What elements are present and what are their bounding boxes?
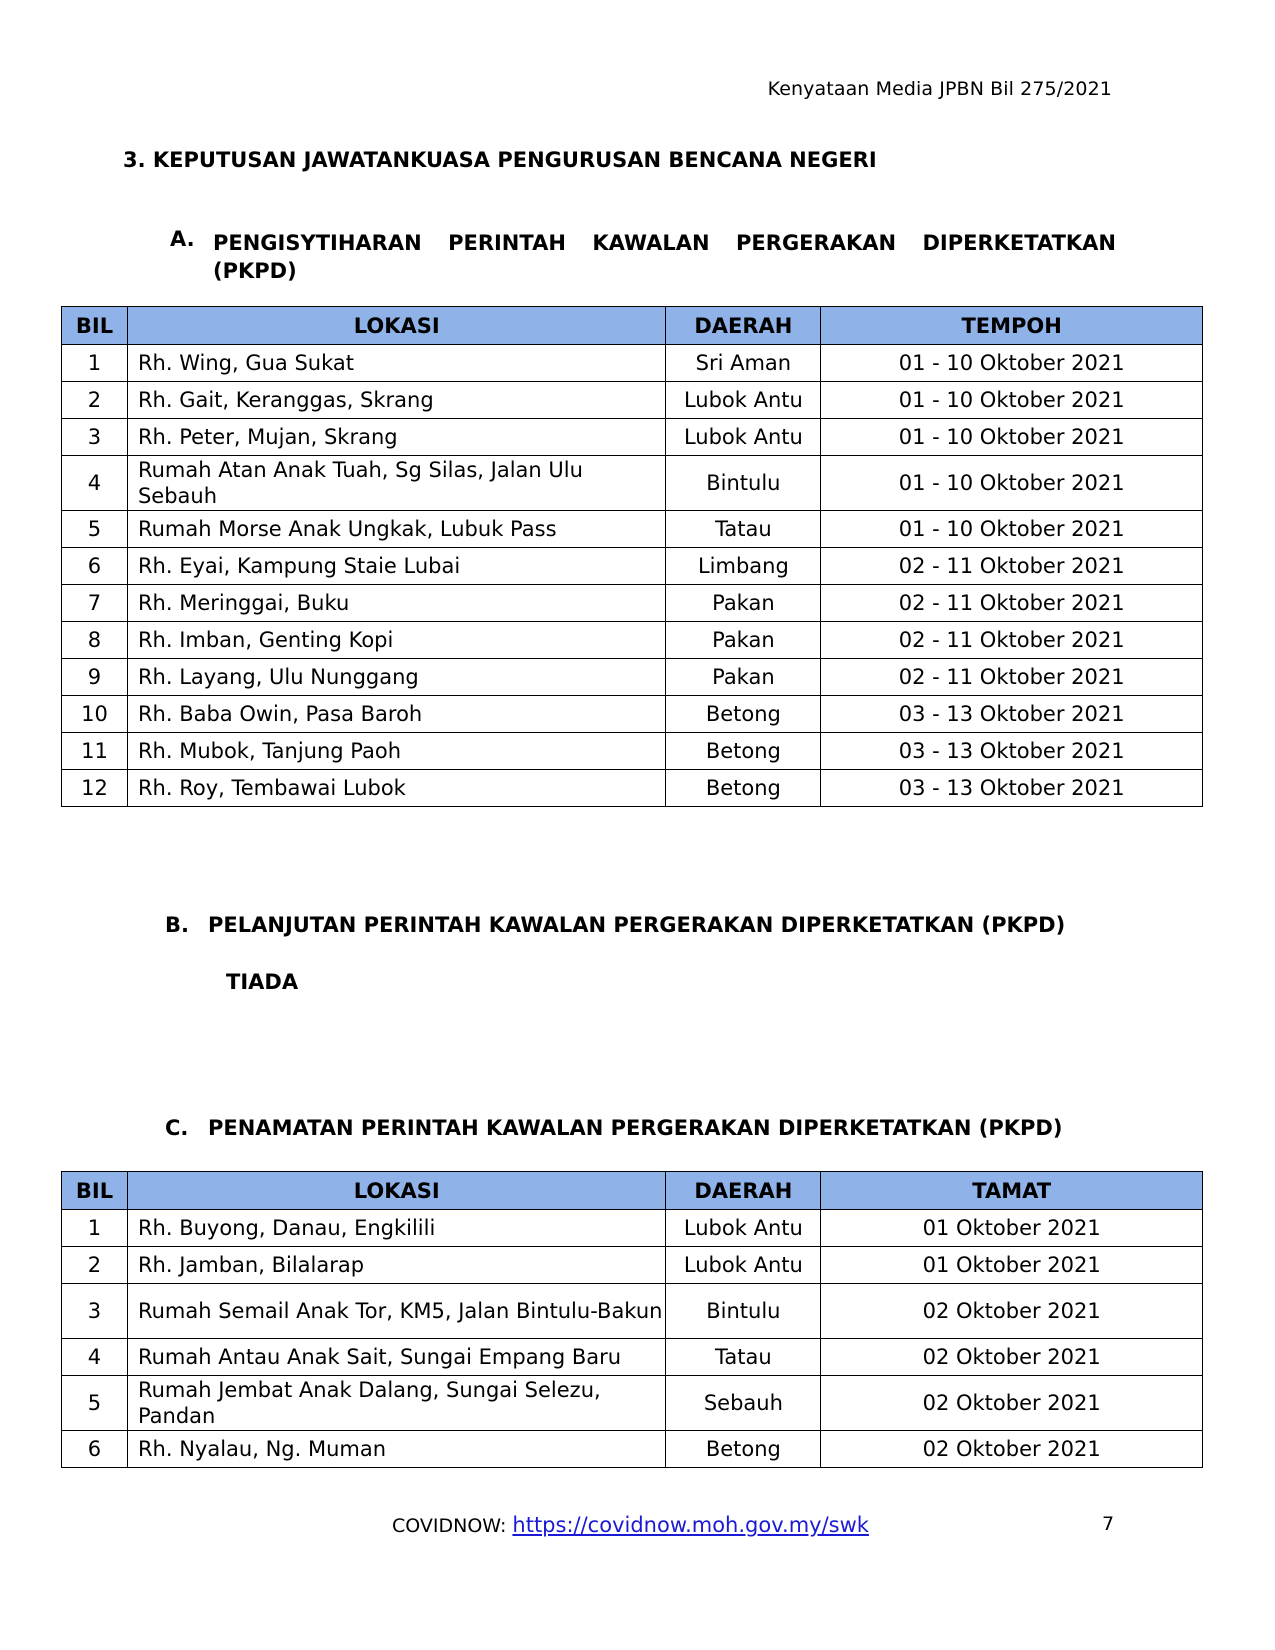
table-row <box>62 1431 1203 1468</box>
table-row <box>62 659 1203 696</box>
covidnow-link[interactable]: https://covidnow.moh.gov.my/swk <box>512 1513 869 1537</box>
table-row <box>62 456 1203 511</box>
subsection-a-letter: A. <box>170 227 195 251</box>
table-row <box>62 1247 1203 1284</box>
date-cell: 03 - 13 Oktober 2021 <box>821 733 1203 770</box>
table-row <box>62 585 1203 622</box>
daerah-cell: Lubok Antu <box>666 1247 821 1284</box>
bil-cell: 5 <box>62 511 128 548</box>
footer-label: COVIDNOW: <box>392 1515 513 1537</box>
table-row <box>62 382 1203 419</box>
daerah-cell: Lubok Antu <box>666 382 821 419</box>
lokasi-cell: Rh. Baba Owin, Pasa Baroh <box>127 696 665 733</box>
table-row <box>62 733 1203 770</box>
date-cell: 01 - 10 Oktober 2021 <box>821 382 1203 419</box>
bil-cell: 9 <box>62 659 128 696</box>
date-cell: 02 Oktober 2021 <box>821 1431 1203 1468</box>
table-row <box>62 1376 1203 1431</box>
subsection-c-title: PENAMATAN PERINTAH KAWALAN PERGERAKAN DIPERKETATKAN (PKPD) <box>208 1116 1063 1140</box>
date-cell: 02 - 11 Oktober 2021 <box>821 622 1203 659</box>
column-header-daerah: DAERAH <box>666 307 821 345</box>
date-cell: 02 - 11 Oktober 2021 <box>821 585 1203 622</box>
date-cell: 02 Oktober 2021 <box>821 1284 1203 1339</box>
lokasi-cell: Rh. Gait, Keranggas, Skrang <box>127 382 665 419</box>
bil-cell: 3 <box>62 419 128 456</box>
daerah-cell: Sebauh <box>666 1376 821 1431</box>
bil-cell: 10 <box>62 696 128 733</box>
table-row <box>62 345 1203 382</box>
daerah-cell: Betong <box>666 770 821 807</box>
subsection-c-letter: C. <box>165 1116 189 1140</box>
subsection-a-heading <box>170 227 1115 287</box>
date-cell: 02 - 11 Oktober 2021 <box>821 548 1203 585</box>
subsection-b-heading <box>165 913 1165 943</box>
footer <box>392 1513 869 1537</box>
date-cell: 03 - 13 Oktober 2021 <box>821 770 1203 807</box>
daerah-cell: Pakan <box>666 659 821 696</box>
page-number: 7 <box>1102 1513 1115 1535</box>
daerah-cell: Sri Aman <box>666 345 821 382</box>
bil-cell: 2 <box>62 382 128 419</box>
date-cell: 02 Oktober 2021 <box>821 1339 1203 1376</box>
lokasi-cell: Rh. Peter, Mujan, Skrang <box>127 419 665 456</box>
date-cell: 03 - 13 Oktober 2021 <box>821 696 1203 733</box>
date-cell: 01 - 10 Oktober 2021 <box>821 345 1203 382</box>
column-header-bil: BIL <box>62 1172 128 1210</box>
subsection-b-letter: B. <box>165 913 189 937</box>
lokasi-cell: Rh. Mubok, Tanjung Paoh <box>127 733 665 770</box>
lokasi-cell: Rh. Eyai, Kampung Staie Lubai <box>127 548 665 585</box>
lokasi-cell: Rumah Morse Anak Ungkak, Lubuk Pass <box>127 511 665 548</box>
lokasi-cell: Rumah Semail Anak Tor, KM5, Jalan Bintulu-Bakun <box>127 1284 665 1339</box>
bil-cell: 1 <box>62 345 128 382</box>
table-header-row <box>62 307 1203 345</box>
daerah-cell: Bintulu <box>666 1284 821 1339</box>
bil-cell: 7 <box>62 585 128 622</box>
table-row <box>62 696 1203 733</box>
table-row <box>62 1284 1203 1339</box>
lokasi-cell: Rh. Wing, Gua Sukat <box>127 345 665 382</box>
table-row <box>62 548 1203 585</box>
column-header-lokasi: LOKASI <box>127 1172 665 1210</box>
subsection-a-title-cont: (PKPD) <box>213 259 297 283</box>
column-header-tamat: TAMAT <box>821 1172 1203 1210</box>
table-header-row <box>62 1172 1203 1210</box>
daerah-cell: Lubok Antu <box>666 419 821 456</box>
daerah-cell: Pakan <box>666 622 821 659</box>
bil-cell: 6 <box>62 548 128 585</box>
lokasi-cell: Rumah Antau Anak Sait, Sungai Empang Baru <box>127 1339 665 1376</box>
column-header-daerah: DAERAH <box>666 1172 821 1210</box>
subsection-c-heading <box>165 1116 1165 1146</box>
bil-cell: 3 <box>62 1284 128 1339</box>
lokasi-cell: Rh. Layang, Ulu Nunggang <box>127 659 665 696</box>
bil-cell: 11 <box>62 733 128 770</box>
table-row <box>62 1339 1203 1376</box>
document-reference: Kenyataan Media JPBN Bil 275/2021 <box>767 78 1112 100</box>
subsection-b-value: TIADA <box>226 970 299 994</box>
daerah-cell: Betong <box>666 733 821 770</box>
bil-cell: 12 <box>62 770 128 807</box>
bil-cell: 8 <box>62 622 128 659</box>
lokasi-cell: Rh. Jamban, Bilalarap <box>127 1247 665 1284</box>
lokasi-cell: Rh. Nyalau, Ng. Muman <box>127 1431 665 1468</box>
lokasi-cell: Rh. Roy, Tembawai Lubok <box>127 770 665 807</box>
bil-cell: 4 <box>62 1339 128 1376</box>
date-cell: 01 Oktober 2021 <box>821 1247 1203 1284</box>
bil-cell: 4 <box>62 456 128 511</box>
date-cell: 01 - 10 Oktober 2021 <box>821 511 1203 548</box>
daerah-cell: Tatau <box>666 1339 821 1376</box>
pkpd-termination-table <box>61 1171 1203 1468</box>
pkpd-declaration-table <box>61 306 1203 807</box>
daerah-cell: Limbang <box>666 548 821 585</box>
date-cell: 01 Oktober 2021 <box>821 1210 1203 1247</box>
subsection-a-title: PENGISYTIHARAN PERINTAH KAWALAN PERGERAKAN DIPERKETATKAN <box>213 231 1116 255</box>
date-cell: 01 - 10 Oktober 2021 <box>821 419 1203 456</box>
bil-cell: 5 <box>62 1376 128 1431</box>
date-cell: 02 Oktober 2021 <box>821 1376 1203 1431</box>
section-title: 3. KEPUTUSAN JAWATANKUASA PENGURUSAN BENCANA NEGERI <box>123 148 877 172</box>
column-header-tempoh: TEMPOH <box>821 307 1203 345</box>
lokasi-cell: Rumah Jembat Anak Dalang, Sungai Selezu, Pandan <box>127 1376 665 1431</box>
table-row <box>62 1210 1203 1247</box>
bil-cell: 1 <box>62 1210 128 1247</box>
date-cell: 02 - 11 Oktober 2021 <box>821 659 1203 696</box>
lokasi-cell: Rh. Meringgai, Buku <box>127 585 665 622</box>
lokasi-cell: Rh. Buyong, Danau, Engkilili <box>127 1210 665 1247</box>
lokasi-cell: Rh. Imban, Genting Kopi <box>127 622 665 659</box>
bil-cell: 2 <box>62 1247 128 1284</box>
table-row <box>62 419 1203 456</box>
daerah-cell: Tatau <box>666 511 821 548</box>
table-row <box>62 622 1203 659</box>
column-header-lokasi: LOKASI <box>127 307 665 345</box>
bil-cell: 6 <box>62 1431 128 1468</box>
column-header-bil: BIL <box>62 307 128 345</box>
daerah-cell: Lubok Antu <box>666 1210 821 1247</box>
subsection-b-title: PELANJUTAN PERINTAH KAWALAN PERGERAKAN DIPERKETATKAN (PKPD) <box>208 913 1066 937</box>
lokasi-cell: Rumah Atan Anak Tuah, Sg Silas, Jalan Ulu Sebauh <box>127 456 665 511</box>
daerah-cell: Betong <box>666 1431 821 1468</box>
daerah-cell: Betong <box>666 696 821 733</box>
table-row <box>62 770 1203 807</box>
table-row <box>62 511 1203 548</box>
daerah-cell: Bintulu <box>666 456 821 511</box>
date-cell: 01 - 10 Oktober 2021 <box>821 456 1203 511</box>
daerah-cell: Pakan <box>666 585 821 622</box>
